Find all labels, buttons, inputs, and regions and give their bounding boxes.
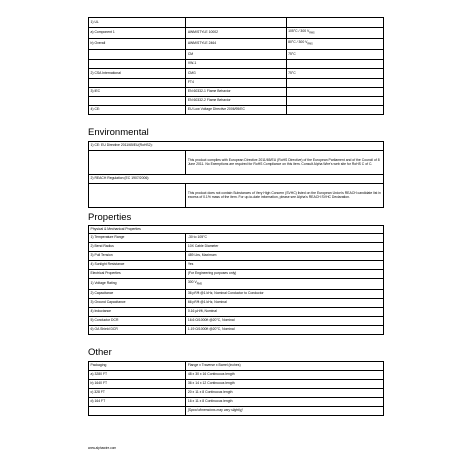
property-value: 489 Lbs, Maximum (186, 252, 384, 261)
property-label: 2) Bend Radius (89, 243, 186, 252)
property-value: 0.16 µH/ft, Nominal (186, 308, 384, 317)
property-row (89, 299, 384, 308)
packaging-row (89, 380, 384, 389)
property-label: Electrical Properties (89, 270, 186, 279)
property-row (89, 326, 384, 335)
standard-label (89, 50, 186, 60)
standard-spec: VW-1 (186, 60, 286, 69)
property-row (89, 279, 384, 290)
standard-rating: 75°C (286, 50, 383, 60)
other-heading: Other (88, 347, 112, 358)
packaging-label: c) 328 FT (89, 389, 186, 398)
standard-rating (286, 60, 383, 69)
packaging-value: [Spool dimensions may vary slightly] (186, 407, 384, 416)
packaging-label: b) 1640 FT (89, 380, 186, 389)
standard-label: b) Overall (89, 39, 186, 50)
property-value: 10X Cable Diameter (186, 243, 384, 252)
property-label: 5) Conductor DCR (89, 317, 186, 326)
property-value: Yes (186, 261, 384, 270)
property-value: (For Engineering purposes only) (186, 270, 384, 279)
standard-label (89, 79, 186, 88)
property-value: 36 pF/ft @1 kHz, Nominal Conductor to Conductor (186, 290, 384, 299)
standard-spec: FT4 (186, 79, 286, 88)
standard-rating: 105°C / 300 $V_{RMS}$ (286, 28, 383, 39)
property-value: 66 pF/ft @1 kHz, Nominal (186, 299, 384, 308)
properties-table (88, 225, 384, 335)
property-row (89, 243, 384, 252)
standards-row (89, 79, 384, 88)
environmental-table (88, 141, 384, 208)
standard-spec: EN 60332-1 Flame Behavior (186, 88, 286, 97)
property-label: 1) Temperature Range (89, 234, 186, 243)
standard-spec (186, 18, 286, 28)
standard-label: 4) CE: (89, 106, 186, 115)
env-reach-text: This product does not contain Substances of Very High Concern (SVHC) listed on the European Union's REACH candidate list in excess of 0.1% mass of the item. For up-to-date information, please see Alpha's REACH SVHC Declaration. (186, 184, 384, 208)
packaging-label: Packaging (89, 362, 186, 371)
standards-row (89, 18, 384, 28)
standards-row (89, 97, 384, 106)
standards-row (89, 106, 384, 115)
property-row (89, 261, 384, 270)
standard-label (89, 97, 186, 106)
standards-row (89, 88, 384, 97)
standard-rating (286, 88, 383, 97)
packaging-value: Flange x Traverse x Barrel (inches) (186, 362, 384, 371)
packaging-value: 48 x 30 x 16 Continuous length (186, 371, 384, 380)
packaging-row (89, 389, 384, 398)
standards-row (89, 60, 384, 69)
packaging-value: 36 x 14 x 12 Continuous length (186, 380, 384, 389)
property-label: 6) OA Shield DCR (89, 326, 186, 335)
standards-row (89, 50, 384, 60)
standard-rating: 75°C (286, 69, 383, 79)
property-label: 3) Pull Tension (89, 252, 186, 261)
standards-row (89, 39, 384, 50)
standard-spec: AWM/STYLE 2464 (186, 39, 286, 50)
properties-title: Physical & Mechanical Properties (89, 226, 384, 234)
standards-row (89, 69, 384, 79)
packaging-row (89, 407, 384, 416)
standard-rating (286, 79, 383, 88)
property-row (89, 290, 384, 299)
property-label: 2) Capacitance (89, 290, 186, 299)
property-value: -30 to 105°C (186, 234, 384, 243)
packaging-label (89, 407, 186, 416)
properties-heading: Properties (88, 212, 132, 223)
standard-rating (286, 97, 383, 106)
standard-label (89, 60, 186, 69)
standards-table (88, 17, 384, 115)
standard-label: 1) UL (89, 18, 186, 28)
standard-label: 3) IEC (89, 88, 186, 97)
standard-label: 2) CSA International (89, 69, 186, 79)
property-row (89, 252, 384, 261)
env-rohs-text: This product complies with European Directive 2011/65/EU (RoHS Directive) of the European Parliament and of the Council of 8 June 2011. No Exemptions are required for RoHS Compliance on this item. Consult Alpha Wire's web site for RoHS C of C. (186, 151, 384, 175)
packaging-value: 20 x 11 x 8 Continuous length (186, 389, 384, 398)
property-row (89, 308, 384, 317)
standard-spec: CMG (186, 69, 286, 79)
env-rohs-label: 1) CE: EU Directive 2011/65/EU(RoHS2): (89, 142, 384, 151)
packaging-label: d) 164 FT (89, 398, 186, 407)
property-row (89, 234, 384, 243)
environmental-heading: Environmental (88, 127, 149, 138)
property-label: 4) Sunlight Resistance (89, 261, 186, 270)
packaging-label: a) 3280 FT (89, 371, 186, 380)
packaging-row (89, 362, 384, 371)
standard-label: a) Component 1 (89, 28, 186, 39)
property-row (89, 270, 384, 279)
property-value: 300 $V_{RMS}$ (186, 279, 384, 290)
standard-spec: AWM/STYLE 10002 (186, 28, 286, 39)
standard-rating: 80°C / 300 $V_{RMS}$ (286, 39, 383, 50)
standards-row (89, 28, 384, 39)
packaging-value: 16 x 11 x 8 Continuous length (186, 398, 384, 407)
packaging-row (89, 398, 384, 407)
other-table (88, 361, 384, 416)
property-label: 3) Ground Capacitance (89, 299, 186, 308)
property-value: 1.19 Ω/1000ft @20°C, Nominal (186, 326, 384, 335)
standard-rating (286, 18, 383, 28)
property-label: 4) Inductance (89, 308, 186, 317)
packaging-row (89, 371, 384, 380)
footer-url[interactable]: www.alphawire.com (88, 446, 117, 450)
standard-spec: EU Low Voltage Directive 2006/95/EC (186, 106, 286, 115)
property-label: 1) Voltage Rating (89, 279, 186, 290)
env-reach-label: 2) REACH Regulation (EC 1907/2006): (89, 175, 384, 184)
standard-rating (286, 106, 383, 115)
property-value: 16.6 Ω/1000ft @20°C, Nominal (186, 317, 384, 326)
property-row (89, 317, 384, 326)
standard-spec: CM (186, 50, 286, 60)
standard-spec: EN 60332-2 Flame Behavior (186, 97, 286, 106)
